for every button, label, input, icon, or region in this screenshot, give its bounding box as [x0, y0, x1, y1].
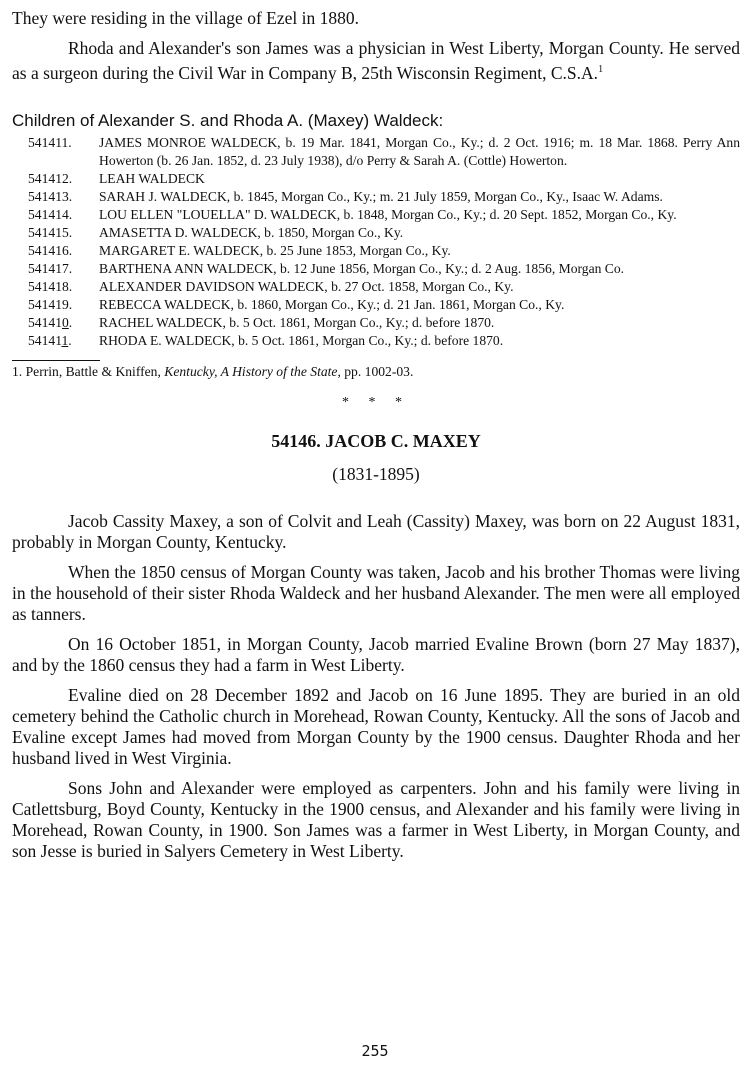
page-number: 255	[361, 1042, 389, 1060]
child-text: BARTHENA ANN WALDECK, b. 12 June 1856, Morgan Co., Ky.; d. 2 Aug. 1856, Morgan Co.	[99, 260, 625, 276]
section-dates: (1831-1895)	[332, 463, 420, 484]
section-separator: * * *	[342, 394, 410, 410]
child-number	[12, 332, 99, 350]
child-entry	[12, 242, 740, 260]
child-text: SARAH J. WALDECK, b. 1845, Morgan Co., Ky.; m. 21 July 1859, Morgan Co., Ky., Isaac W. Adams.	[99, 188, 663, 204]
child-number: 541414.	[28, 206, 73, 222]
child-text: RHODA E. WALDECK, b. 5 Oct. 1861, Morgan Co., Ky.; d. before 1870.	[99, 332, 504, 348]
child-text: RACHEL WALDECK, b. 5 Oct. 1861, Morgan Co., Ky.; d. before 1870.	[99, 314, 495, 330]
child-entry	[12, 224, 740, 242]
child-entry	[12, 134, 740, 170]
footnote-pages: , pp. 1002-03.	[337, 363, 414, 379]
child-text: LEAH WALDECK	[99, 170, 205, 186]
children-list	[12, 134, 740, 350]
body-paragraph: Sons John and Alexander were employed as carpenters. John and his family were living in Catlettsburg, Boyd County, Kentucky in the 1900 census, and Alexander and his family were living in Morehead, Rowan County, in 1900. Son James was a farmer in West Liberty, in Morgan County, and son Jesse is buried in Salyers Cemetery in West Liberty.	[12, 777, 740, 861]
document-page	[12, 8, 740, 862]
child-number-underlined: 0	[61, 314, 69, 330]
footnote-rule	[12, 360, 100, 361]
intro-paragraph-text: Rhoda and Alexander's son James was a physician in West Liberty, Morgan County. He served as a surgeon during the Civil War in Company B, 25th Wisconsin Regiment, C.S.A.	[12, 38, 740, 83]
child-number: 541413.	[28, 188, 73, 204]
child-entry	[12, 206, 740, 224]
child-entry	[12, 260, 740, 278]
child-number	[12, 314, 99, 332]
child-entry	[12, 188, 740, 206]
child-number: 541417.	[28, 260, 73, 276]
intro-paragraph	[12, 38, 740, 84]
child-entry	[12, 170, 740, 188]
child-number-dot: .	[68, 314, 73, 330]
child-number: 541416.	[28, 242, 73, 258]
body-paragraph: Jacob Cassity Maxey, a son of Colvit and Leah (Cassity) Maxey, was born on 22 August 1831, probably in Morgan County, Kentucky.	[12, 510, 740, 552]
child-text: LOU ELLEN "LOUELLA" D. WALDECK, b. 1848, Morgan Co., Ky.; d. 20 Sept. 1852, Morgan Co., Ky.	[99, 206, 677, 222]
child-number: 541418.	[28, 278, 73, 294]
child-text: AMASETTA D. WALDECK, b. 1850, Morgan Co., Ky.	[99, 224, 404, 240]
section-title: 54146. JACOB C. MAXEY	[271, 430, 481, 451]
child-number-underlined: 1	[61, 332, 69, 348]
child-entry	[12, 332, 740, 350]
child-number-base: 54141	[28, 314, 62, 330]
children-heading: Children of Alexander S. and Rhoda A. (Maxey) Waldeck:	[12, 110, 444, 130]
body-paragraph: When the 1850 census of Morgan County was taken, Jacob and his brother Thomas were living in the household of their sister Rhoda Waldeck and her husband Alexander. The men were all employed as tanners.	[12, 561, 740, 624]
child-number: 541419.	[28, 296, 73, 312]
footnote-title: Kentucky, A History of the State	[164, 363, 338, 379]
child-number-base: 54141	[28, 332, 62, 348]
child-entry	[12, 278, 740, 296]
child-text: MARGARET E. WALDECK, b. 25 June 1853, Morgan Co., Ky.	[99, 242, 451, 258]
intro-line: They were residing in the village of Ezel in 1880.	[12, 8, 359, 28]
child-number: 541411.	[28, 134, 72, 150]
child-entry	[12, 314, 740, 332]
child-entry	[12, 296, 740, 314]
child-number: 541412.	[28, 170, 73, 186]
child-text: JAMES MONROE WALDECK, b. 19 Mar. 1841, Morgan Co., Ky.; d. 2 Oct. 1916; m. 18 Mar. 1868. Perry Ann Howerton (b. 26 Jan. 1852, d. 23 July 1938), d/o Perry & Sarah A. (Cottle) Howerton.	[99, 134, 740, 168]
body-paragraph: On 16 October 1851, in Morgan County, Jacob married Evaline Brown (born 27 May 1837), and by the 1860 census they had a farm in West Liberty.	[12, 633, 740, 675]
footnote-authors: 1. Perrin, Battle & Kniffen,	[12, 363, 165, 379]
child-text: REBECCA WALDECK, b. 1860, Morgan Co., Ky.; d. 21 Jan. 1861, Morgan Co., Ky.	[99, 296, 565, 312]
body-paragraph: Evaline died on 28 December 1892 and Jacob on 16 June 1895. They are buried in an old cemetery behind the Catholic church in Morehead, Rowan County, Kentucky. All the sons of Jacob and Evaline except James had moved from Morgan County by the 1900 census. Daughter Rhoda and her husband lived in West Virginia.	[12, 684, 740, 768]
footnote-ref: 1	[598, 64, 604, 75]
footnote	[12, 363, 740, 381]
child-text: ALEXANDER DAVIDSON WALDECK, b. 27 Oct. 1858, Morgan Co., Ky.	[99, 278, 514, 294]
child-number-dot: .	[68, 332, 72, 348]
child-number: 541415.	[28, 224, 73, 240]
